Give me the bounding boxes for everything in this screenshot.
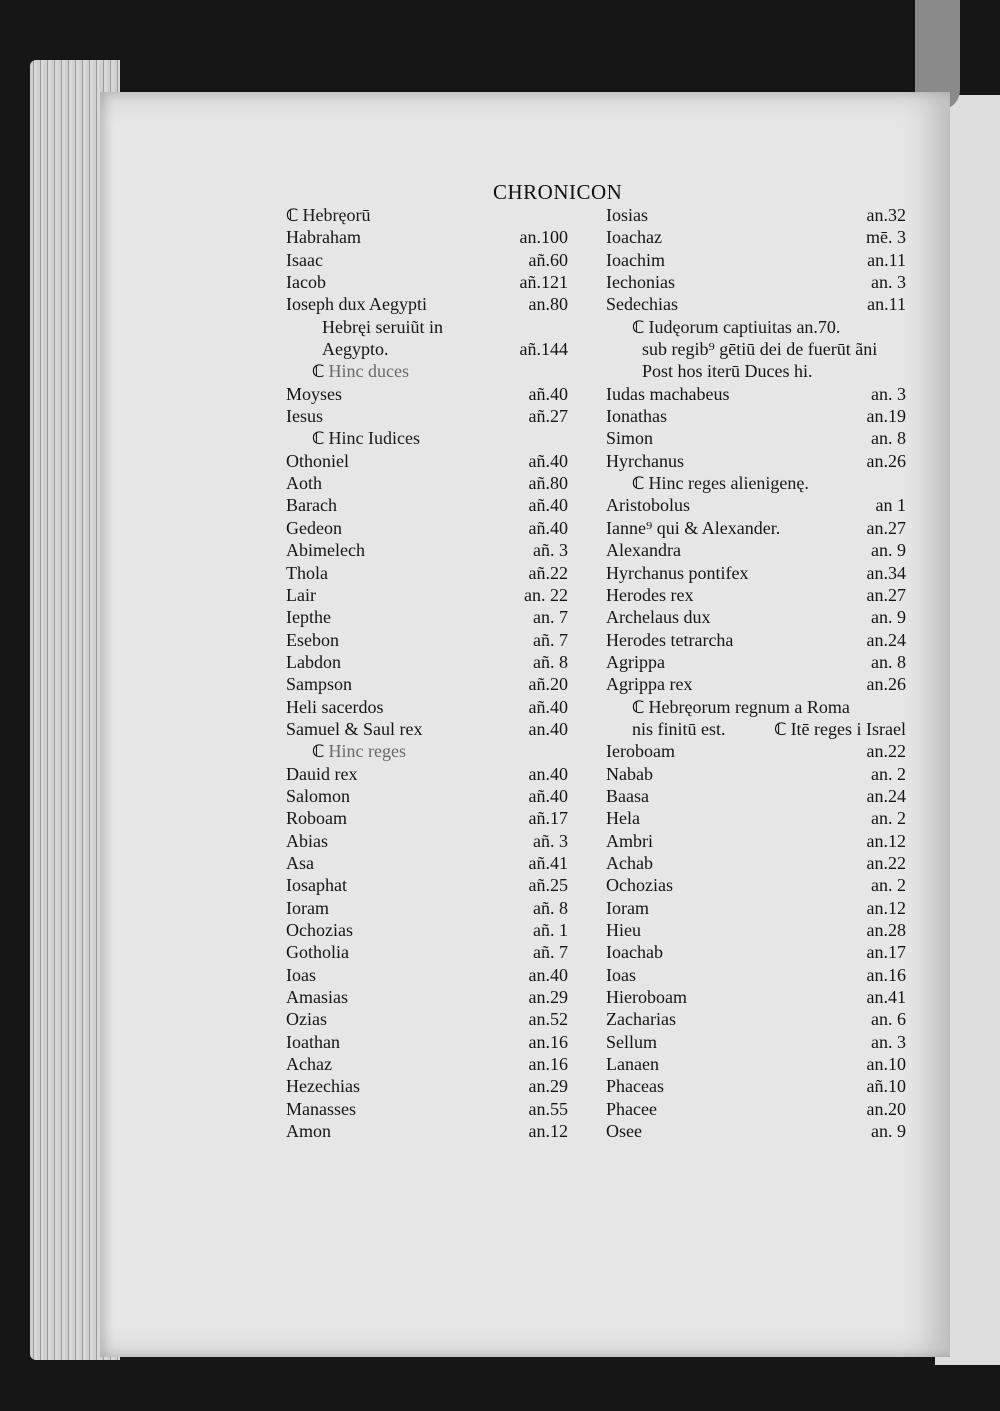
entry-years: an.34 [866,562,906,583]
entry-name: Sedechias [606,294,678,315]
chronicle-entry [286,986,568,1008]
entry-years: an.24 [866,629,906,650]
entry-name: Barach [286,495,337,516]
entry-years: an 1 [875,495,906,516]
chronicle-entry [606,852,906,874]
chronicle-entry [286,807,568,829]
chronicle-entry [606,539,906,561]
pilcrow-icon: ℂ [312,429,325,450]
chronicle-entry [606,785,906,807]
chronicle-entry [606,919,906,941]
entry-name: Labdon [286,651,341,672]
entry-name: Lanaen [606,1054,659,1075]
entry-name: Alexandra [606,540,681,561]
chronicle-entry [286,539,568,561]
section-heading [606,472,906,494]
entry-name: ℂ Iudęorum captiuitas an.70. [632,316,841,338]
chronicle-entry [606,1008,906,1030]
entry-name: Post hos iterū Duces hi. [642,361,813,382]
entry-name: ℂ Hinc reges [312,741,406,763]
chronicle-entry [286,941,568,963]
chronicle-entry [606,562,906,584]
entry-name: Lair [286,584,316,605]
entry-years: ℂ Itē reges i Israel [774,718,906,740]
entry-years: añ. 8 [533,897,568,918]
entry-name: Phaceas [606,1076,664,1097]
entry-years: añ.40 [528,495,568,516]
entry-years: añ.10 [866,1076,906,1097]
entry-name: Ambri [606,830,653,851]
entry-name: Moyses [286,383,343,404]
entry-years: añ.40 [528,383,568,404]
chronicle-entry [606,405,906,427]
chronicle-entry [286,763,568,785]
entry-name: Abias [286,830,328,851]
pilcrow-icon: ℂ [632,697,645,718]
entry-name: Phacee [606,1098,657,1119]
chronicle-entry [606,494,906,516]
entry-years: an.12 [528,1121,568,1142]
entry-years: añ.80 [528,473,568,494]
entry-years: an. 3 [871,383,906,404]
chronicle-entry [286,472,568,494]
entry-years: añ.40 [528,785,568,806]
entry-years: añ.41 [528,852,568,873]
chronicle-entry [286,338,568,360]
chronicle-entry [606,450,906,472]
entry-years: an.16 [528,1054,568,1075]
pilcrow-icon: ℂ [312,742,325,763]
chronicle-entry [286,919,568,941]
chronicle-entry [606,427,906,449]
chronicle-entry [286,785,568,807]
entry-name: Gedeon [286,517,342,538]
chronicle-entry [606,629,906,651]
entry-name: Zacharias [606,1009,676,1030]
entry-years: añ. 3 [533,830,568,851]
entry-name: Ioachaz [606,227,662,248]
chronicle-entry [606,740,906,762]
entry-name: Abimelech [286,540,365,561]
right-column [606,204,906,1142]
entry-name: Aoth [286,473,322,494]
chronicle-entry [606,1031,906,1053]
entry-name: Herodes rex [606,584,694,605]
entry-years: añ.144 [519,339,568,360]
chronicle-entry [606,1098,906,1120]
entry-years: an.11 [867,294,906,315]
entry-years: an.52 [528,1009,568,1030]
entry-years: añ.27 [528,406,568,427]
entry-name: Herodes tetrarcha [606,629,734,650]
section-heading [286,427,568,449]
entry-name: Ianne⁹ qui & Alexander. [606,517,781,538]
chronicle-entry [606,204,906,226]
entry-name: Iosaphat [286,875,347,896]
entry-years: an.41 [866,987,906,1008]
entry-years: mē. 3 [866,227,906,248]
chronicle-entry [606,383,906,405]
entry-name: nis finitū est. [632,718,726,739]
entry-years: añ.60 [528,249,568,270]
chronicle-entry [606,874,906,896]
chronicle-entry [286,494,568,516]
chronicle-entry [606,986,906,1008]
chronicle-entry [286,874,568,896]
entry-years: an.27 [866,517,906,538]
chronicle-entry [606,897,906,919]
entry-years: an.16 [866,964,906,985]
entry-name: Ioas [286,964,316,985]
entry-years: an.22 [866,741,906,762]
chronicle-entry [606,807,906,829]
chronicle-entry [606,763,906,785]
entry-years: añ. 8 [533,651,568,672]
chronicle-entry [286,450,568,472]
entry-years: an.26 [866,674,906,695]
entry-name: Ioseph dux Aegypti [286,294,427,315]
entry-name: Gotholia [286,942,349,963]
entry-name: Sellum [606,1031,658,1052]
entry-years: añ. 7 [533,629,568,650]
chronicle-entry [286,606,568,628]
entry-years: an.55 [528,1098,568,1119]
entry-name: Ieroboam [606,741,675,762]
entry-name: Roboam [286,808,347,829]
entry-years: an. 9 [871,540,906,561]
entry-years: añ.40 [528,450,568,471]
entry-name: Ochozias [606,875,673,896]
entry-years: añ. 3 [533,540,568,561]
chronicle-entry [286,651,568,673]
entry-years: an.10 [866,1054,906,1075]
entry-name: Dauid rex [286,763,358,784]
entry-name: ℂ Hinc reges alienigenę. [632,473,809,495]
entry-name: Heli sacerdos [286,696,384,717]
pilcrow-icon: ℂ [632,474,645,495]
entry-years: an.11 [867,249,906,270]
pilcrow-icon: ℂ [774,719,787,740]
entry-years: an.12 [866,830,906,851]
entry-name: Hyrchanus [606,450,684,471]
entry-name: Iosias [606,205,648,225]
entry-name: Ioathan [286,1031,340,1052]
entry-name: Archelaus dux [606,607,711,628]
chronicle-entry [606,226,906,248]
entry-years: an.20 [866,1098,906,1119]
entry-name: Hieroboam [606,987,687,1008]
page-header: CHRONICON [493,180,623,204]
entry-years: an. 9 [871,607,906,628]
entry-name: Baasa [606,785,649,806]
entry-years: an.26 [866,450,906,471]
entry-name: Ioram [606,897,649,918]
entry-name: Nabab [606,763,653,784]
chronicle-entry [606,293,906,315]
entry-name: Amon [286,1121,331,1142]
section-heading [286,360,568,382]
entry-name: Osee [606,1121,642,1142]
section-heading [606,316,906,338]
entry-years: añ.121 [519,272,568,293]
entry-years: an.17 [866,942,906,963]
entry-name: Achab [606,852,653,873]
chronicle-entry [286,629,568,651]
entry-years: an.24 [866,785,906,806]
entry-years: añ.22 [528,562,568,583]
chronicle-entry [286,584,568,606]
chronicle-entry [286,1031,568,1053]
chronicle-entry [286,405,568,427]
chronicle-entry [286,897,568,919]
section-heading [286,204,568,226]
entry-name: Isaac [286,249,323,270]
entry-years: an.40 [528,718,568,739]
entry-name: Ochozias [286,920,353,940]
entry-years: an.100 [519,227,568,248]
entry-name: Ozias [286,1009,327,1030]
entry-years: an. 2 [871,763,906,784]
chronicle-entry [286,1075,568,1097]
entry-name: Samuel & Saul rex [286,718,423,739]
entry-name: ℂ Hinc duces [312,361,409,383]
pilcrow-icon: ℂ [286,206,299,226]
entry-name: Salomon [286,785,351,806]
entry-years: añ. 1 [533,920,568,940]
entry-years: an.19 [866,406,906,427]
entry-years: an.29 [528,987,568,1008]
chronicle-entry [286,1120,568,1142]
chronicle-entry [286,293,568,315]
entry-years: añ.40 [528,517,568,538]
chronicle-entry [606,517,906,539]
entry-years: añ.25 [528,875,568,896]
entry-name: Aegypto. [322,339,389,360]
entry-name: Aristobolus [606,495,691,516]
section-heading [606,696,906,718]
entry-name: Habraham [286,227,361,248]
chronicle-entry [606,1120,906,1142]
chronicle-entry [606,1075,906,1097]
entry-name: ℂ Hebręorū [286,205,371,226]
entry-name: Iudas machabeus [606,383,730,404]
entry-name: Thola [286,562,328,583]
chronicle-entry [606,338,906,360]
entry-years: an.29 [528,1076,568,1097]
entry-years: añ.20 [528,674,568,695]
entry-name: Hyrchanus pontifex [606,562,749,583]
entry-name: Iechonias [606,272,675,293]
entry-name: Manasses [286,1098,356,1119]
entry-years: an. 2 [871,808,906,829]
entry-years: an.16 [528,1031,568,1052]
entry-name: Asa [286,852,314,873]
pilcrow-icon: ℂ [632,317,645,338]
entry-years: an. 7 [533,607,568,628]
entry-years: an. 22 [524,584,568,605]
chronicle-entry [606,249,906,271]
chronicle-entry [606,964,906,986]
chronicle-entry [606,606,906,628]
chronicle-entry [606,673,906,695]
chronicle-entry [286,517,568,539]
entry-name: Hezechias [286,1076,360,1097]
entry-years: an.28 [866,920,906,940]
entry-name: Agrippa rex [606,674,693,695]
entry-years: an.22 [866,852,906,873]
entry-name: ℂ Hebręorum regnum a Roma [632,696,850,718]
chronicle-entry [286,964,568,986]
chronicle-entry [286,383,568,405]
entry-name: Ioachim [606,249,665,270]
chronicle-entry [286,226,568,248]
entry-years: an.32 [866,205,906,225]
entry-name: Sampson [286,674,353,695]
chronicle-entry [286,852,568,874]
entry-years: añ.17 [528,808,568,829]
entry-name: Hieu [606,920,641,940]
entry-years: an.40 [528,763,568,784]
left-column [286,204,568,1142]
entry-years: an. 2 [871,875,906,896]
chronicle-entry [606,941,906,963]
chronicle-entry [286,673,568,695]
chronicle-entry [286,271,568,293]
entry-name: Ioas [606,964,636,985]
entry-name: Iesus [286,406,323,427]
chronicle-entry [286,562,568,584]
chronicle-entry [286,830,568,852]
entry-years: an.40 [528,964,568,985]
chronicle-entry [286,249,568,271]
entry-years: añ.40 [528,696,568,717]
section-heading [286,740,568,762]
chronicle-entry [606,718,906,740]
entry-years: an. 3 [871,272,906,293]
entry-name: Ioram [286,897,329,918]
entry-name: Esebon [286,629,339,650]
chronicle-entry [606,1053,906,1075]
entry-name: sub regib⁹ gētiū dei de fuerūt ãni [642,339,878,360]
entry-name: Hebręi seruiũt in [322,316,443,337]
entry-years: an.12 [866,897,906,918]
chronicle-entry [606,584,906,606]
entry-years: an. 9 [871,1121,906,1142]
pilcrow-icon: ℂ [312,362,325,383]
entry-years: añ. 7 [533,942,568,963]
chronicle-entry [286,718,568,740]
chronicle-entry [286,1008,568,1030]
chronicle-entry [606,271,906,293]
entry-name: Ioachab [606,942,663,963]
entry-name: Ionathas [606,406,667,427]
chronicle-entry [286,1053,568,1075]
entry-name: Hela [606,808,640,829]
chronicle-entry [606,830,906,852]
entry-years: an. 8 [871,651,906,672]
chronicle-entry [286,316,568,338]
entry-years: an.27 [866,584,906,605]
entry-name: Iepthe [286,607,331,628]
entry-name: Achaz [286,1054,332,1075]
entry-years: an. 6 [871,1009,906,1030]
chronicle-entry [286,1098,568,1120]
entry-name: Agrippa [606,651,665,672]
entry-years: an.80 [528,294,568,315]
entry-name: Amasias [286,987,348,1008]
entry-years: an. 3 [871,1031,906,1052]
entry-name: Simon [606,428,654,449]
entry-name: Iacob [286,272,326,293]
entry-years: an. 8 [871,428,906,449]
entry-name: ℂ Hinc Iudices [312,428,420,450]
chronicle-entry [286,696,568,718]
chronicle-entry [606,360,906,382]
chronicle-entry [606,651,906,673]
entry-name: Othoniel [286,450,349,471]
